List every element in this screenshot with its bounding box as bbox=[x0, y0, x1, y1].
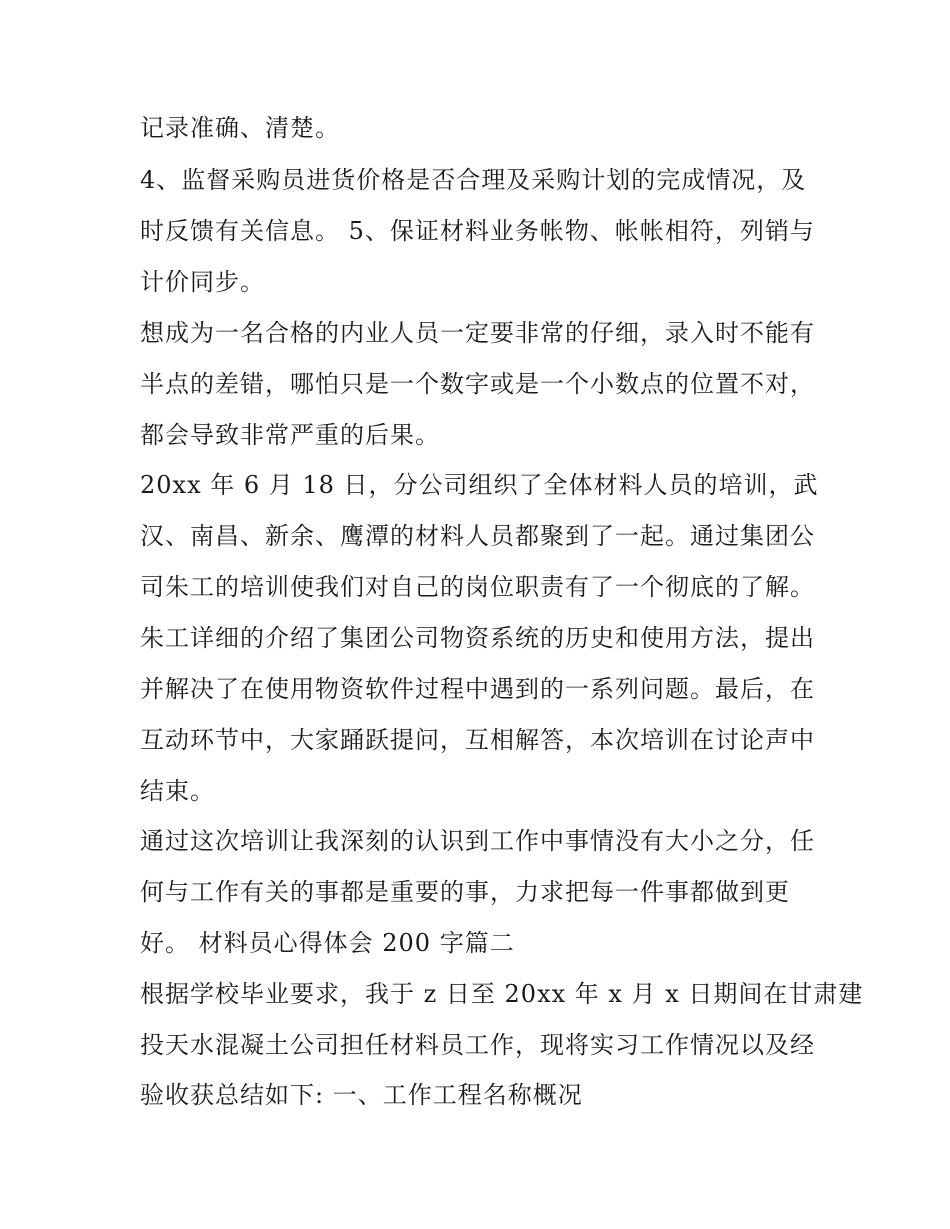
text-line: 通过这次培训让我深刻的认识到工作中事情没有大小之分，任 bbox=[140, 827, 815, 855]
text-line: 验收获总结如下: 一、工作工程名称概况 bbox=[140, 1081, 583, 1109]
text-line: 都会导致非常严重的后果。 bbox=[140, 421, 440, 449]
text-line: 根据学校毕业要求，我于 z 日至 20xx 年 x 月 x 日期间在甘肃建 bbox=[140, 980, 864, 1008]
text-line: 司朱工的培训使我们对自己的岗位职责有了一个彻底的了解。 bbox=[140, 573, 815, 601]
text-line: 朱工详细的介绍了集团公司物资系统的历史和使用方法，提出 bbox=[140, 624, 815, 652]
text-line: 4、监督采购员进货价格是否合理及采购计划的完成情况，及 bbox=[140, 166, 807, 194]
text-line: 何与工作有关的事都是重要的事，力求把每一件事都做到更 bbox=[140, 878, 790, 906]
text-line: 互动环节中，大家踊跃提问，互相解答，本次培训在讨论声中 bbox=[140, 726, 815, 754]
text-line: 汉、南昌、新余、鹰潭的材料人员都聚到了一起。通过集团公 bbox=[140, 522, 815, 550]
text-line: 并解决了在使用物资软件过程中遇到的一系列问题。最后，在 bbox=[140, 675, 815, 703]
text-line: 计价同步。 bbox=[140, 268, 265, 296]
text-line: 投天水混凝土公司担任材料员工作，现将实习工作情况以及经 bbox=[140, 1031, 815, 1059]
text-line: 20xx 年 6 月 18 日，分公司组织了全体材料人员的培训，武 bbox=[140, 471, 819, 499]
text-line: 结束。 bbox=[140, 777, 215, 805]
text-line: 想成为一名合格的内业人员一定要非常的仔细，录入时不能有 bbox=[140, 319, 815, 347]
text-line: 好。 材料员心得体会 200 字篇二 bbox=[140, 929, 515, 957]
text-line: 半点的差错，哪怕只是一个数字或是一个小数点的位置不对， bbox=[140, 370, 815, 398]
text-line: 时反馈有关信息。 5、保证材料业务帐物、帐帐相符，列销与 bbox=[140, 217, 815, 245]
text-line: 记录准确、清楚。 bbox=[140, 114, 340, 142]
